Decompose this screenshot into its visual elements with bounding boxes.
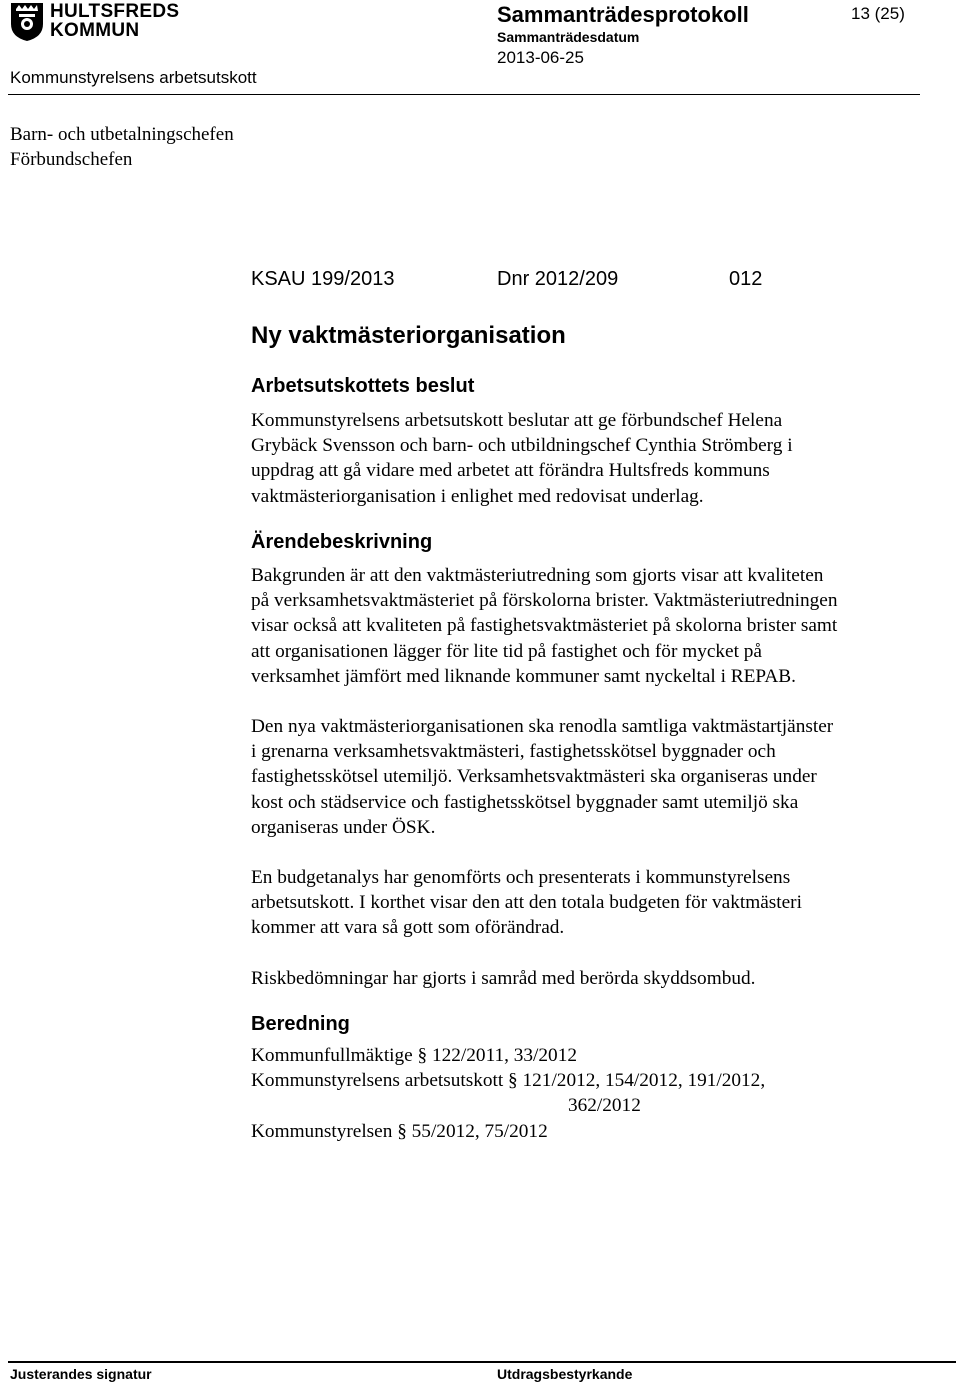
extract-certification-label: Utdragsbestyrkande (497, 1366, 633, 1382)
text-line: Grybäck Svensson och barn- och utbildningschef Cynthia Strömberg i (251, 435, 793, 457)
text-line: Bakgrunden är att den vaktmästeriutredning som gjorts visar att kvaliteten (251, 565, 824, 586)
text-line: kost och städservice och fastighetsskötsel byggnader samt utemiljö ska (251, 791, 799, 813)
case-title: Ny vaktmästeriorganisation (251, 322, 566, 349)
recipients-list (10, 122, 234, 172)
text-line: på verksamhetsvaktmästeriet på förskolorna brister. Vaktmästeriutredningen (251, 590, 838, 612)
text-line: verksamhet jämfört med liknande kommuner samt nyckeltal i REPAB. (251, 665, 796, 687)
recipient: Förbundschefen (10, 149, 133, 170)
reference-line: 362/2012 (568, 1095, 641, 1117)
text-line: En budgetanalys har genomförts och presenterats i kommunstyrelsens (251, 867, 791, 888)
preparation-references (251, 1043, 765, 1144)
text-line: visar också att kvaliteten på fastighetsvaktmästeriet på skolorna brister samt (251, 615, 838, 637)
text-line: vaktmästeriorganisation i enlighet med redovisat underlag. (251, 485, 704, 507)
text-line: uppdrag att gå vidare med arbetet att förändra Hultsfreds kommuns (251, 460, 770, 482)
meeting-date: 2013-06-25 (497, 48, 584, 67)
footer-divider (8, 1361, 956, 1363)
coat-of-arms-icon (10, 2, 44, 42)
preparation-heading: Beredning (251, 1013, 350, 1035)
text-line: Kommunstyrelsens arbetsutskott beslutar att ge förbundschef Helena (251, 410, 783, 431)
case-id: KSAU 199/2013 (251, 268, 395, 290)
decision-text (251, 408, 941, 509)
description-heading: Ärendebeskrivning (251, 531, 433, 553)
decision-heading: Arbetsutskottets beslut (251, 375, 475, 397)
description-paragraph-2 (251, 714, 941, 840)
signature-label: Justerandes signatur (10, 1366, 152, 1382)
text-line: fastighetsskötsel utemiljö. Verksamhetsvaktmästeri ska organiseras under (251, 766, 817, 788)
reference-line: Kommunfullmäktige § 122/2011, 33/2012 (251, 1045, 577, 1066)
case-dnr: Dnr 2012/209 (497, 268, 619, 290)
text-line: arbetsutskott. I korthet visar den att den totala budgeten för vaktmästeri (251, 892, 802, 914)
description-paragraph-4: Riskbedömningar har gjorts i samråd med berörda skyddsombud. (251, 968, 756, 989)
header-divider (8, 94, 920, 95)
logo-text (50, 2, 179, 40)
text-line: Den nya vaktmästeriorganisationen ska renodla samtliga vaktmästartjänster (251, 716, 834, 737)
text-line: organiseras under ÖSK. (251, 816, 436, 838)
case-reference (251, 268, 763, 291)
logo-line2: KOMMUN (50, 20, 140, 41)
logo-line1: HULTSFREDS (50, 1, 180, 22)
reference-line: Kommunstyrelsens arbetsutskott § 121/2012, 154/2012, 191/2012, (251, 1070, 766, 1092)
page-number: 13 (25) (851, 4, 905, 23)
recipient: Barn- och utbetalningschefen (10, 124, 234, 145)
text-line: i grenarna verksamhetsvaktmästeri, fastighetsskötsel byggnader och (251, 741, 776, 763)
meeting-date-label: Sammanträdesdatum (497, 29, 640, 45)
text-line: kommer att vara så gott som oförändrad. (251, 917, 565, 939)
description-paragraph-3 (251, 865, 941, 941)
document-title: Sammanträdesprotokoll (497, 2, 749, 27)
description-paragraph-1 (251, 563, 941, 689)
case-code: 012 (729, 268, 763, 290)
text-line: att organisationen lägger för lite tid på fastighet och för mycket på (251, 640, 762, 662)
municipality-logo (10, 2, 185, 42)
reference-line: Kommunstyrelsen § 55/2012, 75/2012 (251, 1120, 548, 1142)
committee-name: Kommunstyrelsens arbetsutskott (10, 68, 257, 87)
